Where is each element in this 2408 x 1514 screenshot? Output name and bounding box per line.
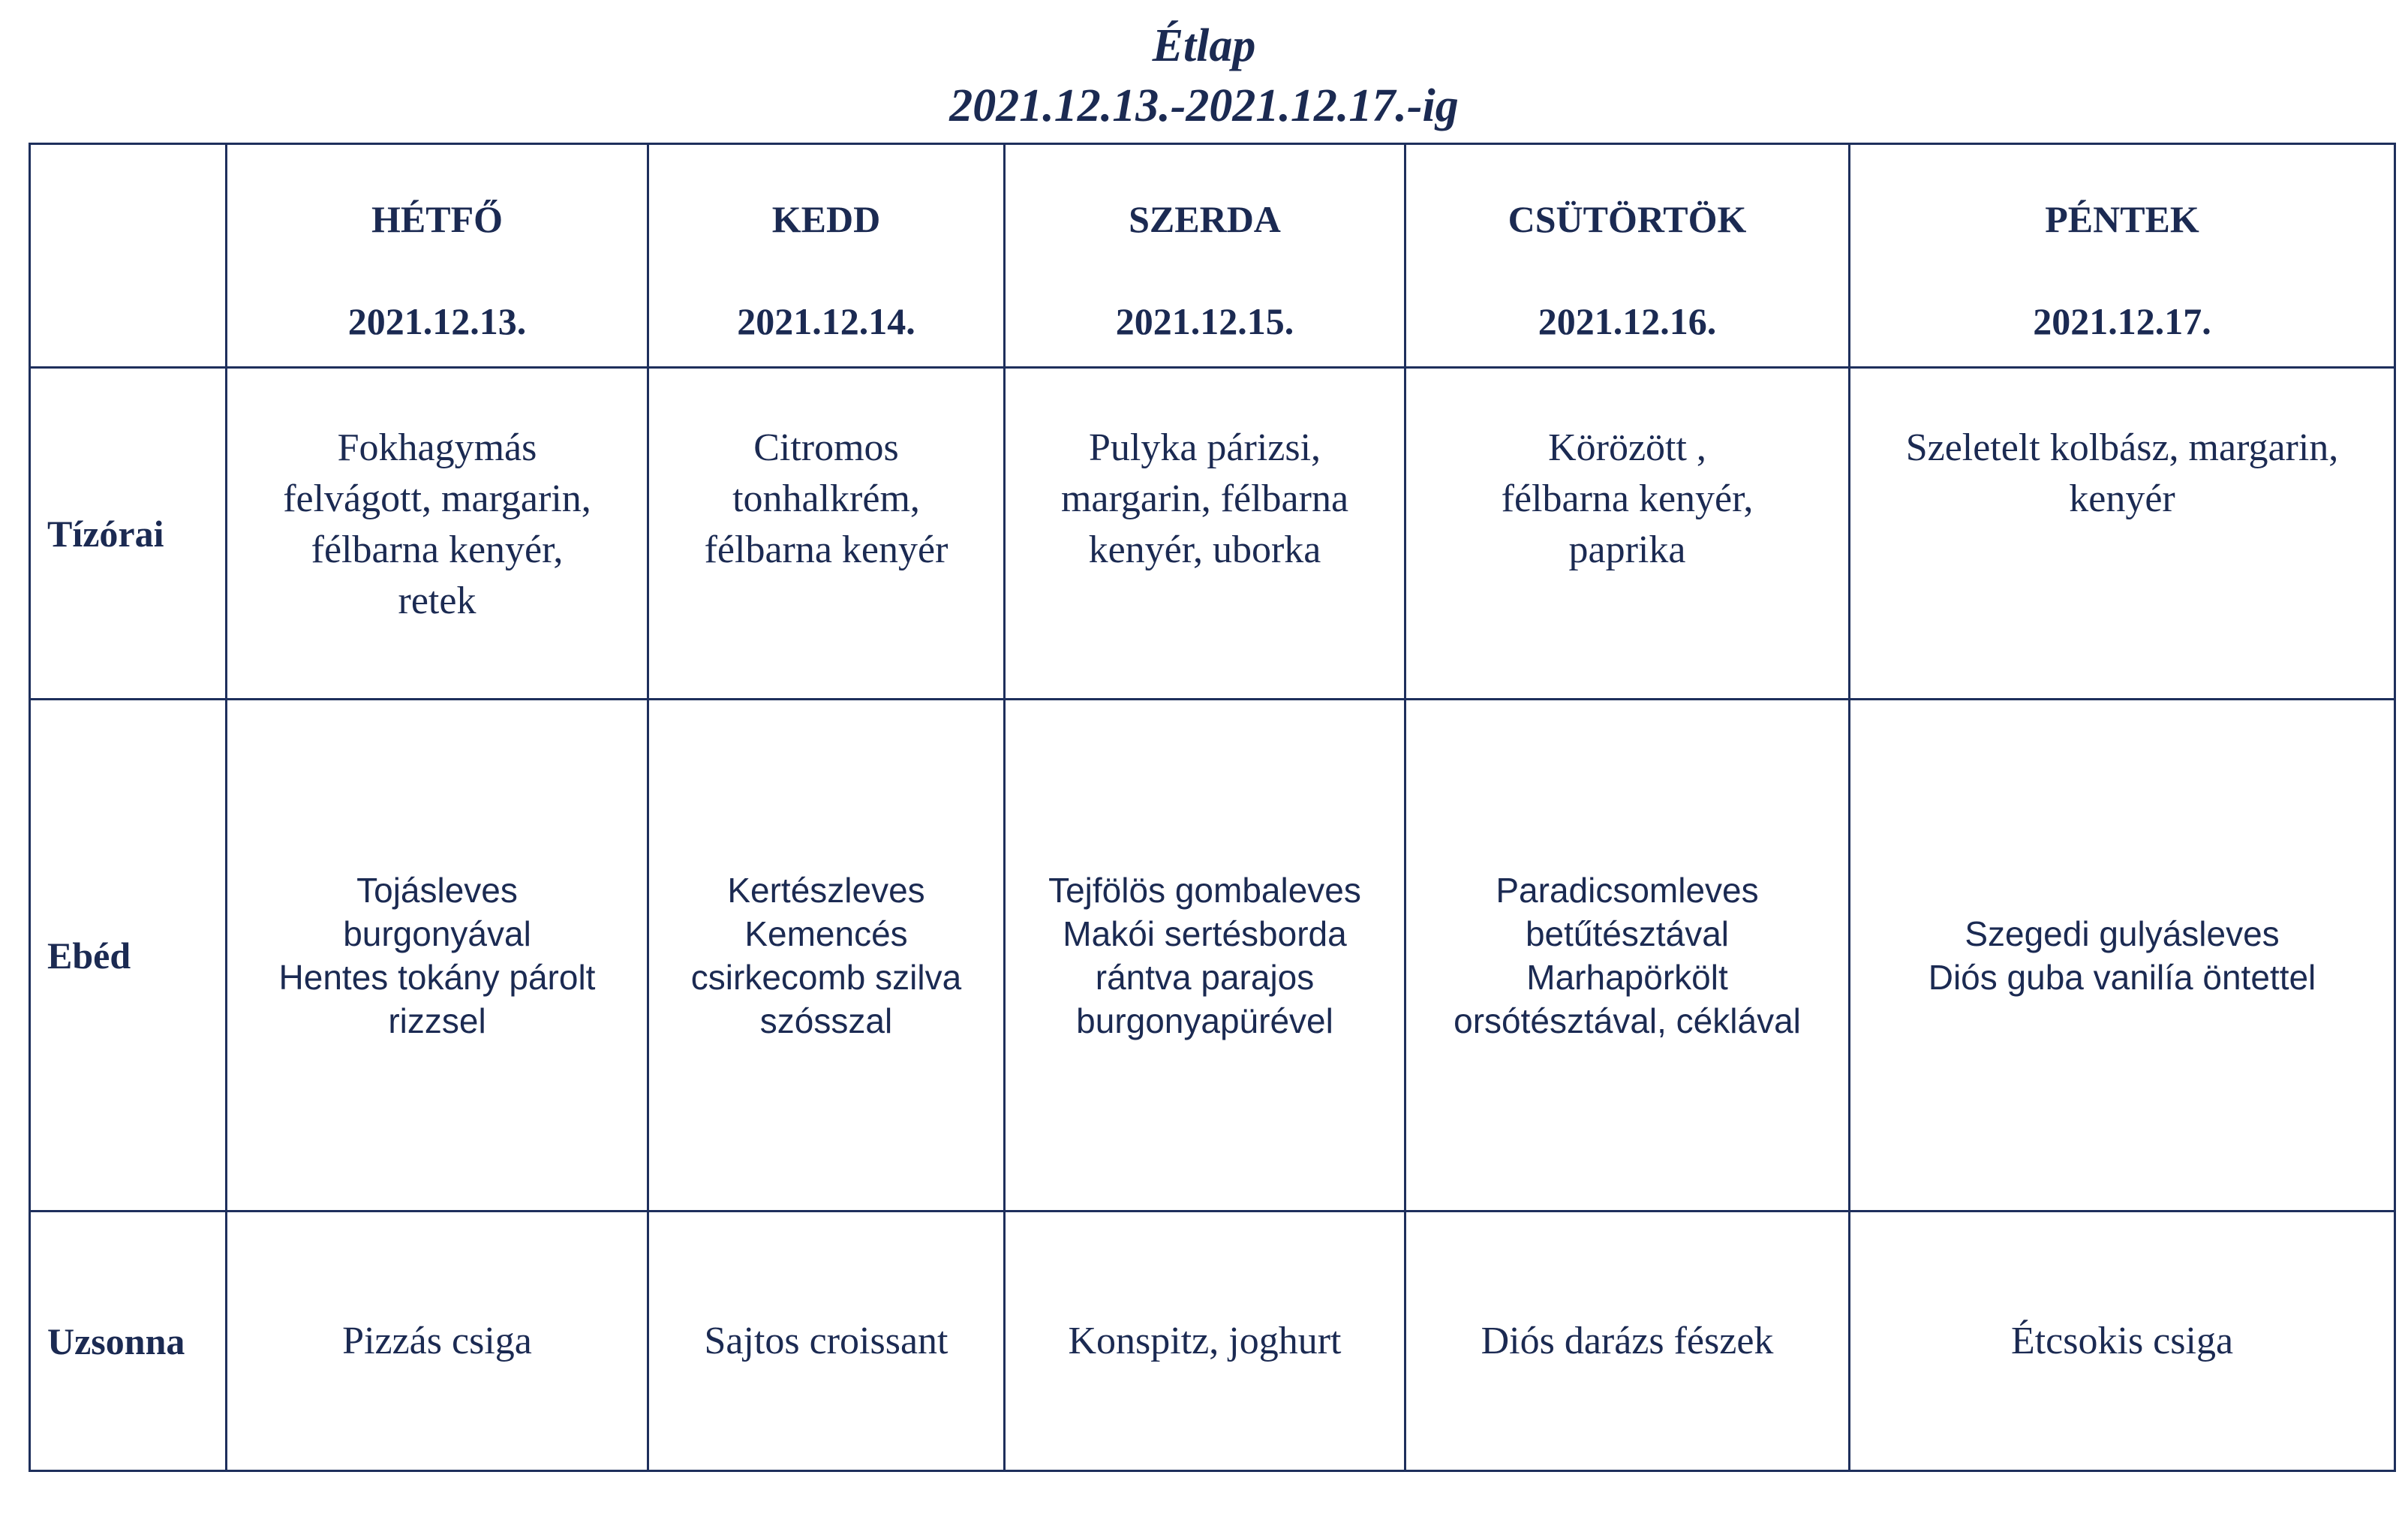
day-name: SZERDA — [1129, 198, 1281, 240]
menu-item-text: Diós darázs fészek — [1481, 1320, 1774, 1362]
row-ebed — [30, 700, 2395, 1212]
menu-cell — [1005, 368, 1405, 700]
day-date: 2021.12.16. — [1538, 300, 1717, 342]
menu-cell — [1405, 700, 1850, 1212]
menu-cell — [648, 700, 1005, 1212]
page-subtitle-date-range: 2021.12.13.-2021.12.17.-ig — [949, 80, 1459, 131]
day-name: PÉNTEK — [2045, 198, 2199, 240]
day-name: KEDD — [771, 198, 881, 240]
menu-cell — [1850, 700, 2395, 1212]
menu-item-text: Paradicsomleves betűtésztával Marhapörkölt orsótésztával, céklával — [1454, 870, 1801, 1040]
header-cell-friday — [1850, 144, 2395, 368]
header-row — [30, 144, 2395, 368]
menu-item-text: Tejfölös gombaleves Makói sertésborda rántva parajos burgonyapürével — [1048, 870, 1361, 1040]
menu-cell — [648, 368, 1005, 700]
day-date: 2021.12.14. — [737, 300, 915, 342]
day-name: HÉTFŐ — [371, 198, 504, 240]
day-date: 2021.12.17. — [2033, 300, 2211, 342]
header-cell-thursday — [1405, 144, 1850, 368]
row-label-uzsonna: Uzsonna — [30, 1212, 227, 1471]
row-label-tizorai: Tízórai — [30, 368, 227, 700]
menu-item-text: Szeletelt kolbász, margarin, kenyér — [1905, 426, 2339, 520]
menu-cell — [1405, 1212, 1850, 1471]
menu-cell — [1850, 1212, 2395, 1471]
row-tizorai — [30, 368, 2395, 700]
day-name: CSÜTÖRTÖK — [1508, 198, 1747, 240]
header-cell-monday — [227, 144, 648, 368]
day-date: 2021.12.15. — [1115, 300, 1294, 342]
menu-cell — [227, 368, 648, 700]
menu-cell — [1850, 368, 2395, 700]
menu-cell — [1005, 700, 1405, 1212]
menu-cell — [1005, 1212, 1405, 1471]
header-cell-wednesday — [1005, 144, 1405, 368]
header-cell-tuesday — [648, 144, 1005, 368]
menu-cell — [1405, 368, 1850, 700]
menu-item-text: Körözött , félbarna kenyér, paprika — [1501, 426, 1754, 571]
corner-cell — [30, 144, 227, 368]
menu-item-text: Pizzás csiga — [342, 1320, 532, 1362]
menu-cell — [227, 1212, 648, 1471]
menu-item-text: Szegedi gulyásleves Diós guba vanilía öntettel — [1928, 914, 2316, 997]
menu-item-text: Fokhagymás felvágott, margarin, félbarna kenyér, retek — [283, 426, 591, 622]
menu-cell — [227, 700, 648, 1212]
menu-item-text: Citromos tonhalkrém, félbarna kenyér — [704, 426, 948, 571]
day-date: 2021.12.13. — [347, 300, 527, 342]
menu-item-text: Kertészleves Kemencés csirkecomb szilva szósszal — [690, 870, 962, 1040]
menu-item-text: Sajtos croissant — [704, 1320, 948, 1362]
row-uzsonna — [30, 1212, 2395, 1471]
menu-item-text: Konspitz, joghurt — [1068, 1320, 1342, 1362]
menu-item-text: Étcsokis csiga — [2010, 1320, 2234, 1362]
row-label-ebed: Ebéd — [30, 700, 227, 1212]
menu-item-text: Pulyka párizsi, margarin, félbarna kenyér, uborka — [1060, 426, 1349, 571]
menu-item-text: Tojásleves burgonyával Hentes tokány párolt rizzsel — [278, 870, 596, 1040]
menu-table — [29, 143, 2396, 1472]
menu-cell — [648, 1212, 1005, 1471]
page-title: Étlap — [1152, 20, 1256, 71]
